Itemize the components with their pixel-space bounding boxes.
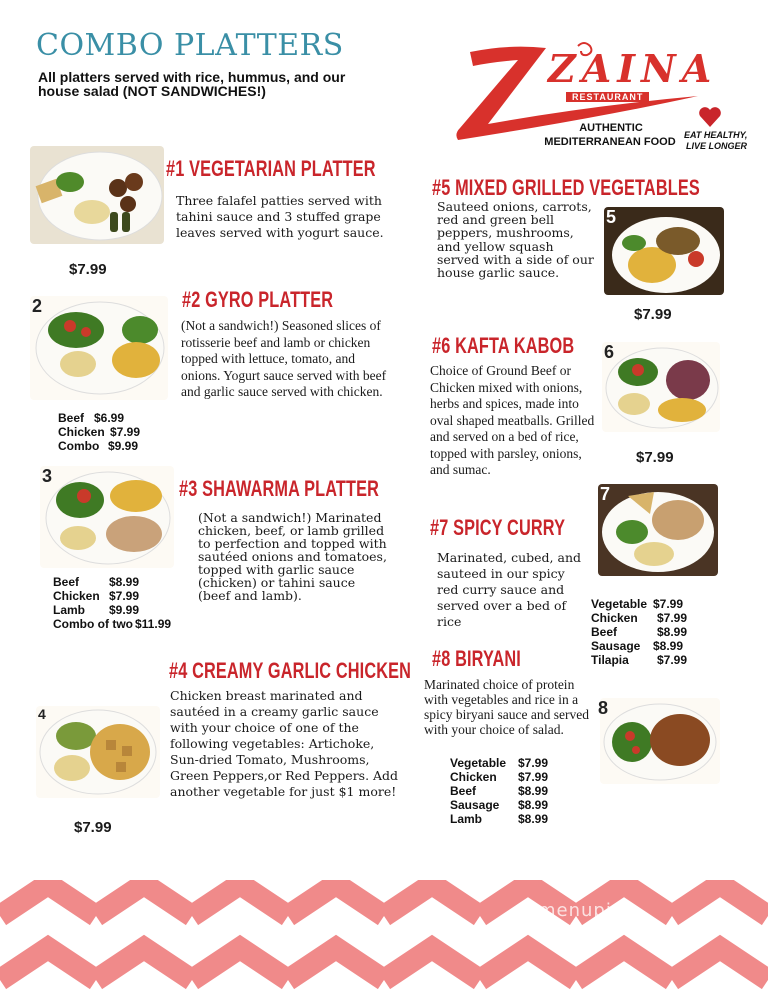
item-7-badge: 7 [600,484,611,504]
price-name: Beef [450,784,477,798]
item-2-photo [30,296,168,400]
item-4-description: Chicken breast marinated and sautéed in a creamy garlic sauce with your choice of one of the following vegetables: Artichoke, Sun-dried Tomato, Mushrooms, Green Peppers,or Red Peppers. Add another vegetable for just $1 more! [170,688,399,799]
page-subtitle: All platters served with rice, hummus, and our house salad (NOT SANDWICHES!) [38,69,346,99]
item-8-title: #8 BIRYANI [432,646,521,671]
item-2-price-list [58,411,140,453]
logo-slogan-1: EAT HEALTHY, [684,130,748,140]
item-3-photo [40,466,174,568]
price-row [53,589,171,603]
price-value: $7.99 [657,653,688,667]
item-2-description: (Not a sandwich!) Seasoned slices of rotisserie beef and lamb or chicken topped with lettuce, tomato, and onions. Yogurt sauce served with beef and garlic sauce served with chicken. [181,318,387,399]
item-6-description: Choice of Ground Beef or Chicken mixed with onions, herbs and spices, made into oval shaped meatballs. Grilled and served on a bed of rice, topped with parsley, onions, and sumac. [430,363,595,477]
price-row [450,770,548,784]
price-name: Lamb [53,603,86,617]
price-row [450,784,548,798]
item-2-badge: 2 [32,296,43,316]
item-1-photo [30,146,164,244]
price-value: $9.99 [108,439,139,453]
price-value: $8.99 [109,575,140,589]
item-3-title: #3 SHAWARMA PLATTER [179,476,379,501]
chevron-pattern-icon [0,880,768,994]
item-6-photo [602,342,720,432]
item-6-badge: 6 [604,342,615,362]
price-row [591,653,687,667]
item-7-photo [598,484,718,576]
price-name: Vegetable [450,756,507,770]
page-title: COMBO PLATTERS [36,28,344,63]
price-row [53,617,171,631]
watermark: menupix [538,900,624,921]
item-3-badge: 3 [42,466,53,486]
price-name: Lamb [450,812,483,826]
price-row [450,756,548,770]
price-value: $9.99 [109,603,140,617]
price-name: Vegetable [591,597,648,611]
item-8-price-list [450,756,548,826]
price-value: $11.99 [135,617,172,631]
price-value: $8.99 [518,784,549,798]
price-name: Chicken [58,425,105,439]
item-4-badge: 4 [38,706,46,722]
logo-tagline-2: MEDITERRANEAN FOOD [544,136,676,148]
item-7-description: Marinated, cubed, and sauteed in our spicy red curry sauce and served over a bed of rice [437,550,582,629]
price-name: Combo [58,439,100,453]
price-row [58,425,140,439]
price-value: $8.99 [518,798,549,812]
heart-icon [698,106,722,128]
item-5-badge: 5 [606,207,617,227]
item-7-price-list [591,597,687,667]
item-1-description: Three falafel patties served with tahini sauce and 3 stuffed grape leaves served with yogurt sauce. [176,193,384,240]
price-value: $7.99 [653,597,684,611]
price-value: $7.99 [110,425,141,439]
item-1-title: #1 VEGETARIAN PLATTER [166,156,376,181]
price-name: Beef [591,625,618,639]
price-value: $7.99 [657,611,688,625]
price-row [591,597,687,611]
price-row [58,411,140,425]
item-5-description: Sauteed onions, carrots, red and green bell peppers, mushrooms, and yellow squash served with a side of our house garlic sauce. [437,199,594,281]
price-name: Chicken [591,611,638,625]
item-4-title: #4 CREAMY GARLIC CHICKEN [169,658,412,683]
price-row [450,798,548,812]
price-value: $8.99 [653,639,684,653]
item-5-title: #5 MIXED GRILLED VEGETABLES [432,175,700,200]
price-value: $7.99 [518,756,549,770]
item-4-price: $7.99 [74,819,112,836]
item-3-price-list [53,575,171,631]
price-value: $8.99 [657,625,688,639]
price-row [591,639,687,653]
item-5-price: $7.99 [634,306,672,323]
item-8-description: Marinated choice of protein with vegetables and rice in a spicy biryani sauce and served with your choice of salad. [424,677,589,737]
price-name: Tilapia [591,653,629,667]
price-name: Sausage [450,798,500,812]
item-8-badge: 8 [598,698,609,718]
price-name: Chicken [53,589,100,603]
item-3-description: (Not a sandwich!) Marinated chicken, beef, or lamb grilled to perfection and topped with sautéed onions and tomatoes, topped with garlic sauce (chicken) or tahini sauce (beef and lamb). [198,510,387,603]
item-6-price: $7.99 [636,449,674,466]
price-name: Sausage [591,639,641,653]
price-row [591,625,687,639]
item-2-title: #2 GYRO PLATTER [182,287,334,312]
zigzag-footer [0,880,768,994]
price-value: $7.99 [518,770,549,784]
price-row [53,603,171,617]
item-1-price: $7.99 [69,261,107,278]
item-5-photo [604,207,724,295]
item-4-photo [36,706,160,798]
price-row [450,812,548,826]
price-name: Combo of two [53,617,133,631]
logo-sub: RESTAURANT [566,92,649,102]
price-value: $6.99 [94,411,125,425]
price-row [591,611,687,625]
item-7-title: #7 SPICY CURRY [430,515,566,540]
price-value: $8.99 [518,812,549,826]
price-row [58,439,140,453]
price-name: Beef [53,575,80,589]
price-name: Beef [58,411,85,425]
restaurant-logo [448,36,748,156]
logo-slogan-2: LIVE LONGER [686,141,748,151]
price-value: $7.99 [109,589,140,603]
price-row [53,575,171,589]
item-8-photo [600,698,720,784]
item-6-title: #6 KAFTA KABOB [432,333,575,358]
logo-tagline-1: AUTHENTIC [579,122,643,134]
price-name: Chicken [450,770,497,784]
logo-name: ZAINA [548,46,718,91]
